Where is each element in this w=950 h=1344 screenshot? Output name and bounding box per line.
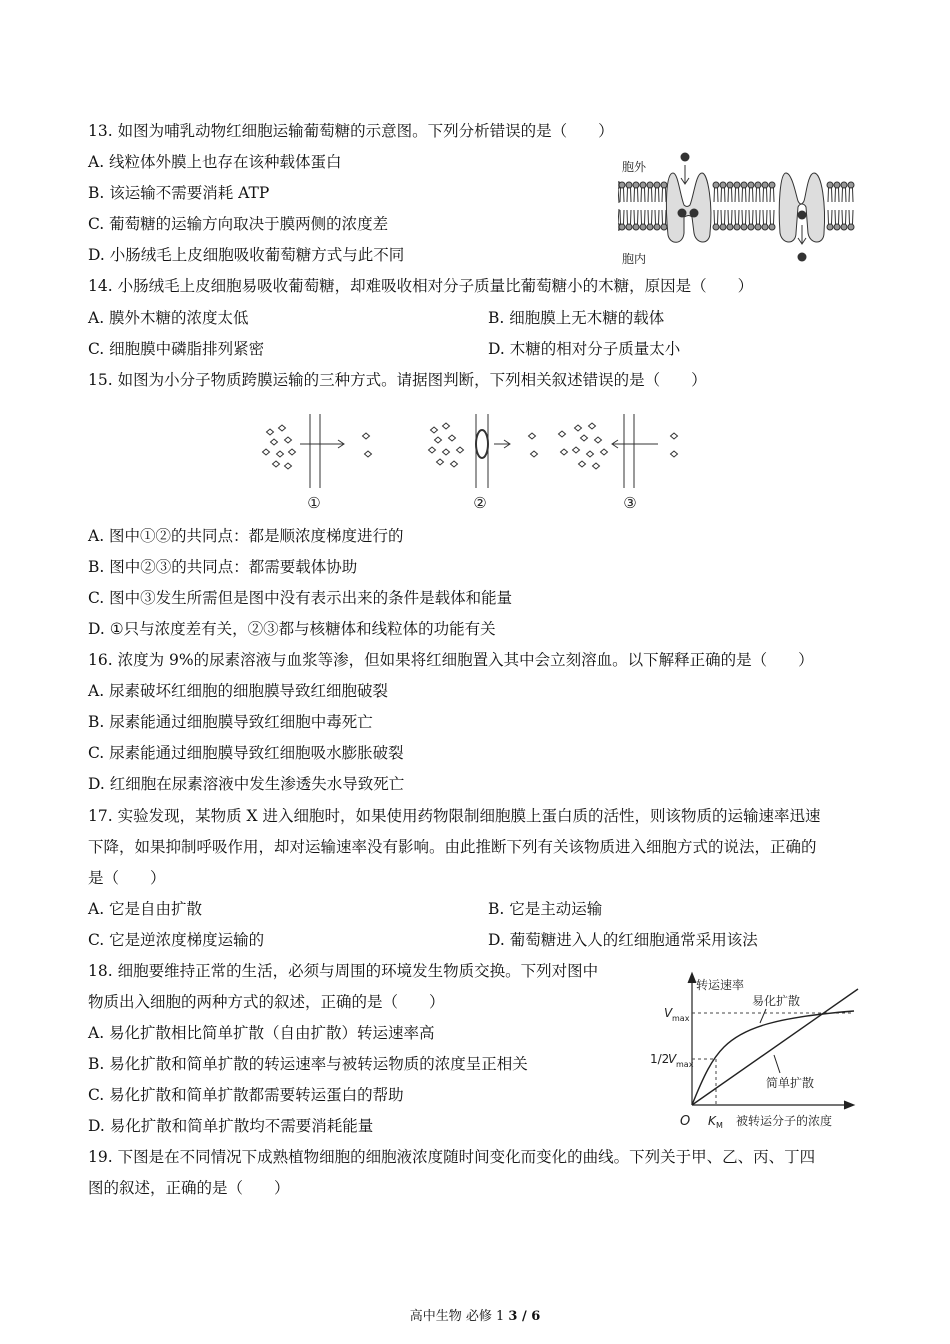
panel-3-label: ③ [623,494,637,512]
phospholipid-head [762,182,768,188]
phospholipid-tail [749,188,753,202]
phospholipid-tail [641,188,645,202]
phospholipid-head [748,224,754,230]
phospholipid-head [848,224,854,230]
q17-stem-line1: 17. 实验发现，某物质 X 进入细胞时，如果使用药物限制细胞膜上蛋白质的活性，则该物质的运输速率迅速 [88,807,821,825]
phospholipid-tail [620,210,624,224]
q17-stem-line2: 下降，如果抑制呼吸作用，却对运输速率没有影响。由此推断下列有关该物质进入细胞方式的说法，正确的 [88,838,817,856]
q14-option-b: B. 细胞膜上无木糖的载体 [488,309,665,327]
phospholipid-tail [714,188,718,202]
q18-option-a: A. 易化扩散相比简单扩散（自由扩散）转运速率高 [88,1024,435,1042]
phospholipid-head [720,224,726,230]
panel-1-label: ① [307,494,321,512]
q14-option-d: D. 木糖的相对分子质量太小 [488,340,681,358]
phospholipid-head [727,182,733,188]
q16-option-a: A. 尿素破坏红细胞的细胞膜导致红细胞破裂 [88,682,389,700]
page-number: 3 / 6 [508,1309,541,1324]
phospholipid-head [748,182,754,188]
phospholipid-tail [828,210,832,224]
q18-stem-line2: 物质出入细胞的两种方式的叙述，正确的是（ ） [88,993,445,1011]
phospholipid-head [640,182,646,188]
svg-text:K: K [708,1114,716,1128]
phospholipid-head [640,224,646,230]
phospholipid-tail [849,188,853,202]
phospholipid-head [841,182,847,188]
origin-label: O [680,1114,691,1129]
phospholipid-head [654,182,660,188]
svg-text:max: max [672,1014,690,1023]
phospholipid-tail [770,210,774,224]
q14-option-c: C. 细胞膜中磷脂排列紧密 [88,340,265,358]
page-footer [0,1305,950,1324]
q17-option-c: C. 它是逆浓度梯度运输的 [88,931,265,949]
svg-text:M: M [716,1121,723,1130]
phospholipid-tail [721,210,725,224]
phospholipid-head [661,224,667,230]
phospholipid-head [741,224,747,230]
phospholipid-tail [627,210,631,224]
q15-option-a: A. 图中①②的共同点：都是顺浓度梯度进行的 [88,527,404,545]
q13-stem: 13. 如图为哺乳动物红细胞运输葡萄糖的示意图。下列分析错误的是（ ） [88,122,614,140]
phospholipid-head [741,182,747,188]
facilitated-diffusion-label: 易化扩散 [752,994,801,1008]
phospholipid-head [633,182,639,188]
phospholipid-tail [735,188,739,202]
q18-option-c: C. 易化扩散和简单扩散都需要转运蛋白的帮助 [88,1086,404,1104]
phospholipid-head [848,182,854,188]
phospholipid-head [727,224,733,230]
phospholipid-tail [742,188,746,202]
phospholipid-tail [749,210,753,224]
q18-stem-line1: 18. 细胞要维持正常的生活，必须与周围的环境发生物质交换。下列对图中 [88,962,599,980]
simple-diffusion-label: 简单扩散 [766,1076,815,1090]
phospholipid-tail [648,210,652,224]
phospholipid-head [769,224,775,230]
phospholipid-head [619,182,625,188]
phospholipid-head [841,224,847,230]
phospholipid-head [769,182,775,188]
phospholipid-tail [662,188,666,202]
x-tick-km [708,1114,723,1130]
svg-text:V: V [664,1006,673,1020]
phospholipid-head [713,224,719,230]
phospholipid-tail [641,210,645,224]
phospholipid-tail [655,210,659,224]
q15-transport-figure [248,400,698,516]
phospholipid-tail [842,210,846,224]
outside-label: 胞外 [622,160,647,174]
inside-label: 胞内 [622,252,647,266]
phospholipid-tail [634,188,638,202]
phospholipid-tail [721,188,725,202]
phospholipid-tail [756,210,760,224]
q13-option-a: A. 线粒体外膜上也存在该种载体蛋白 [88,153,342,171]
q14-option-a: A. 膜外木糖的浓度太低 [88,309,249,327]
carrier-protein-left [666,173,710,242]
phospholipid-head [633,224,639,230]
q13-option-d: D. 小肠绒毛上皮细胞吸收葡萄糖方式与此不同 [88,246,405,264]
q13-membrane-figure [618,145,860,270]
phospholipid-head [755,224,761,230]
phospholipid-head [827,224,833,230]
q15-stem: 15. 如图为小分子物质跨膜运输的三种方式。请据图判断，下列相关叙述错误的是（ ） [88,371,707,389]
y-axis-label: 转运速率 [696,978,745,992]
phospholipid-head [626,182,632,188]
phospholipid-head [661,182,667,188]
q15-option-b: B. 图中②③的共同点：都需要载体协助 [88,558,358,576]
phospholipid-tail [627,188,631,202]
phospholipid-tail [634,210,638,224]
q19-stem-line1: 19. 下图是在不同情况下成熟植物细胞的细胞液浓度随时间变化而变化的曲线。下列关于甲、乙、丙、丁四 [88,1148,816,1166]
q18-option-b: B. 易化扩散和简单扩散的转运速率与被转运物质的浓度呈正相关 [88,1055,528,1073]
q18-transport-rate-chart [648,965,860,1133]
q13-option-b: B. 该运输不需要消耗 ATP [88,184,270,202]
q19-stem-line2: 图的叙述，正确的是（ ） [88,1179,290,1197]
phospholipid-tail [742,210,746,224]
phospholipid-head [720,182,726,188]
phospholipid-tail [828,188,832,202]
svg-text:V: V [668,1052,677,1066]
q17-stem-line3: 是（ ） [88,869,166,887]
phospholipid-tail [770,188,774,202]
phospholipid-head [734,224,740,230]
panel-2-label: ② [473,494,487,512]
q17-option-b: B. 它是主动运输 [488,900,603,918]
phospholipid-head [734,182,740,188]
phospholipid-head [834,224,840,230]
q17-option-a: A. 它是自由扩散 [88,900,203,918]
phospholipid-head [619,224,625,230]
phospholipid-head [713,182,719,188]
phospholipid-tail [662,210,666,224]
y-tick-half-vmax [650,1052,694,1069]
q16-stem: 16. 浓度为 9%的尿素溶液与血浆等渗，但如果将红细胞置入其中会立刻溶血。以下解释正确的是（ ） [88,651,814,669]
footer-course: 高中生物 必修 1 [409,1309,509,1324]
phospholipid-tail [648,188,652,202]
phospholipid-head [654,224,660,230]
phospholipid-tail [728,210,732,224]
phospholipid-tail [728,188,732,202]
q16-option-d: D. 红细胞在尿素溶液中发生渗透失水导致死亡 [88,775,405,793]
phospholipid-tail [756,188,760,202]
q18-option-d: D. 易化扩散和简单扩散均不需要消耗能量 [88,1117,374,1135]
panel-3-active-transport [559,414,678,512]
phospholipid-tail [763,210,767,224]
panel-1-free-diffusion [263,414,372,512]
phospholipid-tail [714,210,718,224]
phospholipid-head [626,224,632,230]
phospholipid-tail [763,188,767,202]
q15-option-d: D. ①只与浓度差有关，②③都与核糖体和线粒体的功能有关 [88,620,496,638]
phospholipid-head [827,182,833,188]
q16-option-c: C. 尿素能通过细胞膜导致红细胞吸水膨胀破裂 [88,744,404,762]
panel-2-facilitated-diffusion [429,414,538,512]
q17-option-d: D. 葡萄糖进入人的红细胞通常采用该法 [488,931,758,949]
svg-text:1/2: 1/2 [650,1052,670,1066]
phospholipid-tail [849,210,853,224]
q14-stem: 14. 小肠绒毛上皮细胞易吸收葡萄糖，却难吸收相对分子质量比葡萄糖小的木糖，原因是（ ） [88,277,754,295]
phospholipid-tail [835,188,839,202]
q16-option-b: B. 尿素能通过细胞膜导致红细胞中毒死亡 [88,713,373,731]
phospholipid-head [755,182,761,188]
svg-text:max: max [676,1060,694,1069]
phospholipid-tail [655,188,659,202]
phospholipid-head [647,182,653,188]
phospholipid-head [762,224,768,230]
phospholipid-tail [735,210,739,224]
q15-option-c: C. 图中③发生所需但是图中没有表示出来的条件是载体和能量 [88,589,513,607]
phospholipid-tail [842,188,846,202]
phospholipid-head [647,224,653,230]
phospholipid-tail [620,188,624,202]
x-axis-label: 被转运分子的浓度 [736,1114,833,1128]
q13-option-c: C. 葡萄糖的运输方向取决于膜两侧的浓度差 [88,215,389,233]
phospholipid-head [834,182,840,188]
phospholipid-tail [835,210,839,224]
y-tick-vmax [664,1006,690,1023]
